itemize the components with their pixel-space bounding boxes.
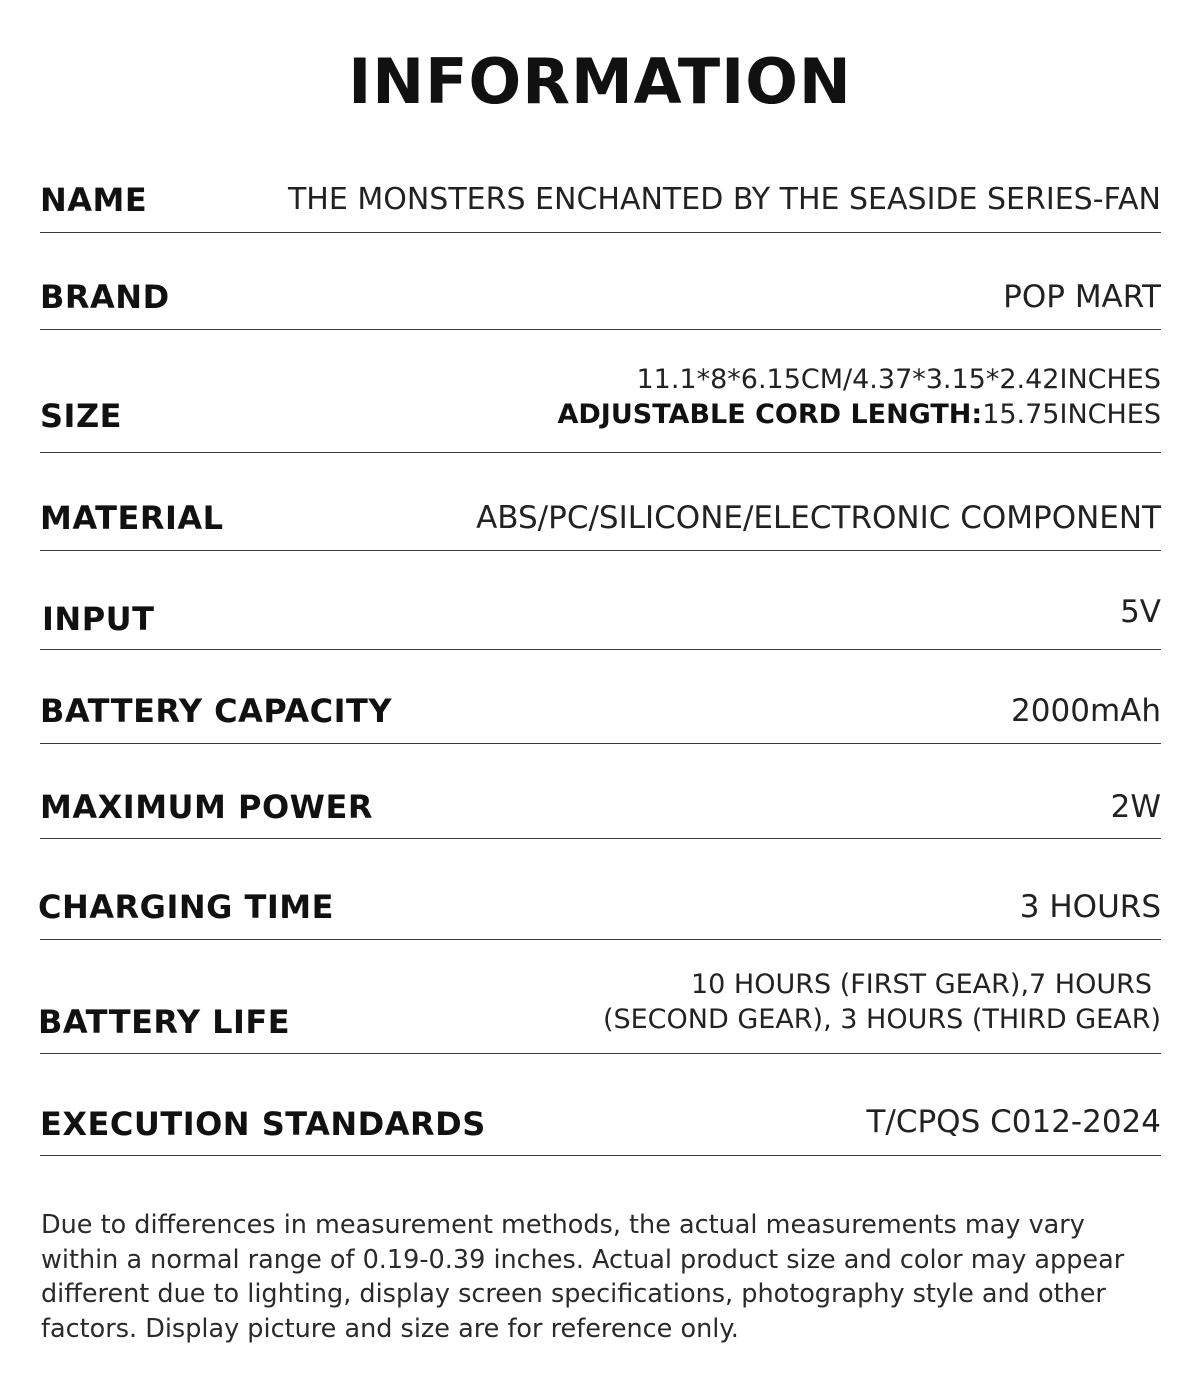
info-row-brand [40, 232, 1161, 330]
row-value: 2W [1110, 789, 1161, 825]
info-row-battery-life [40, 939, 1161, 1054]
row-label: EXECUTION STANDARDS [40, 1105, 486, 1143]
info-row-execution-standards [40, 1053, 1161, 1156]
info-row-maximum-power [40, 743, 1161, 839]
row-value-line2-text: 15.75INCHES [982, 399, 1161, 430]
row-label: MAXIMUM POWER [40, 788, 373, 826]
row-label: BRAND [40, 278, 170, 316]
info-row-size [40, 329, 1161, 453]
row-value: T/CPQS C012-2024 [866, 1104, 1161, 1140]
row-value: 5V [1120, 594, 1161, 630]
info-row-battery-capacity [40, 649, 1161, 744]
row-value-line2-bold: ADJUSTABLE CORD LENGTH: [557, 399, 983, 430]
row-value-line2: (SECOND GEAR), 3 HOURS (THIRD GEAR) [602, 1004, 1161, 1035]
row-label: MATERIAL [40, 499, 224, 537]
row-value: POP MART [1003, 279, 1161, 315]
row-value: THE MONSTERS ENCHANTED BY THE SEASIDE SERIES-FAN [287, 182, 1161, 217]
info-row-charging-time [40, 838, 1161, 940]
row-value-line1: 10 HOURS (FIRST GEAR),7 HOURS [690, 969, 1152, 1000]
info-row-input [40, 550, 1161, 650]
row-value: 3 HOURS [1019, 889, 1161, 925]
row-label: INPUT [42, 600, 155, 638]
row-label: SIZE [40, 397, 123, 435]
row-value: ABS/PC/SILICONE/ELECTRONIC COMPONENT [476, 500, 1161, 536]
disclaimer-text: Due to differences in measurement methods, the actual measurements may vary within a normal range of 0.19-0.39 inches. Actual product size and color may appear different due to lighting, display screen specifications, photography style and other factors. Display picture and size are for reference only. [41, 1210, 1125, 1344]
row-label: BATTERY CAPACITY [40, 692, 393, 730]
row-label: NAME [40, 181, 148, 219]
info-row-material [40, 452, 1161, 551]
row-value-line1: 11.1*8*6.15CM/4.37*3.15*2.42INCHES [636, 364, 1161, 395]
row-label: CHARGING TIME [38, 888, 334, 926]
page-title: INFORMATION [348, 45, 852, 118]
row-value-line2 [558, 397, 1162, 432]
row-label: BATTERY LIFE [38, 1003, 291, 1041]
info-row-name [40, 160, 1161, 233]
row-value: 2000mAh [1011, 693, 1161, 729]
